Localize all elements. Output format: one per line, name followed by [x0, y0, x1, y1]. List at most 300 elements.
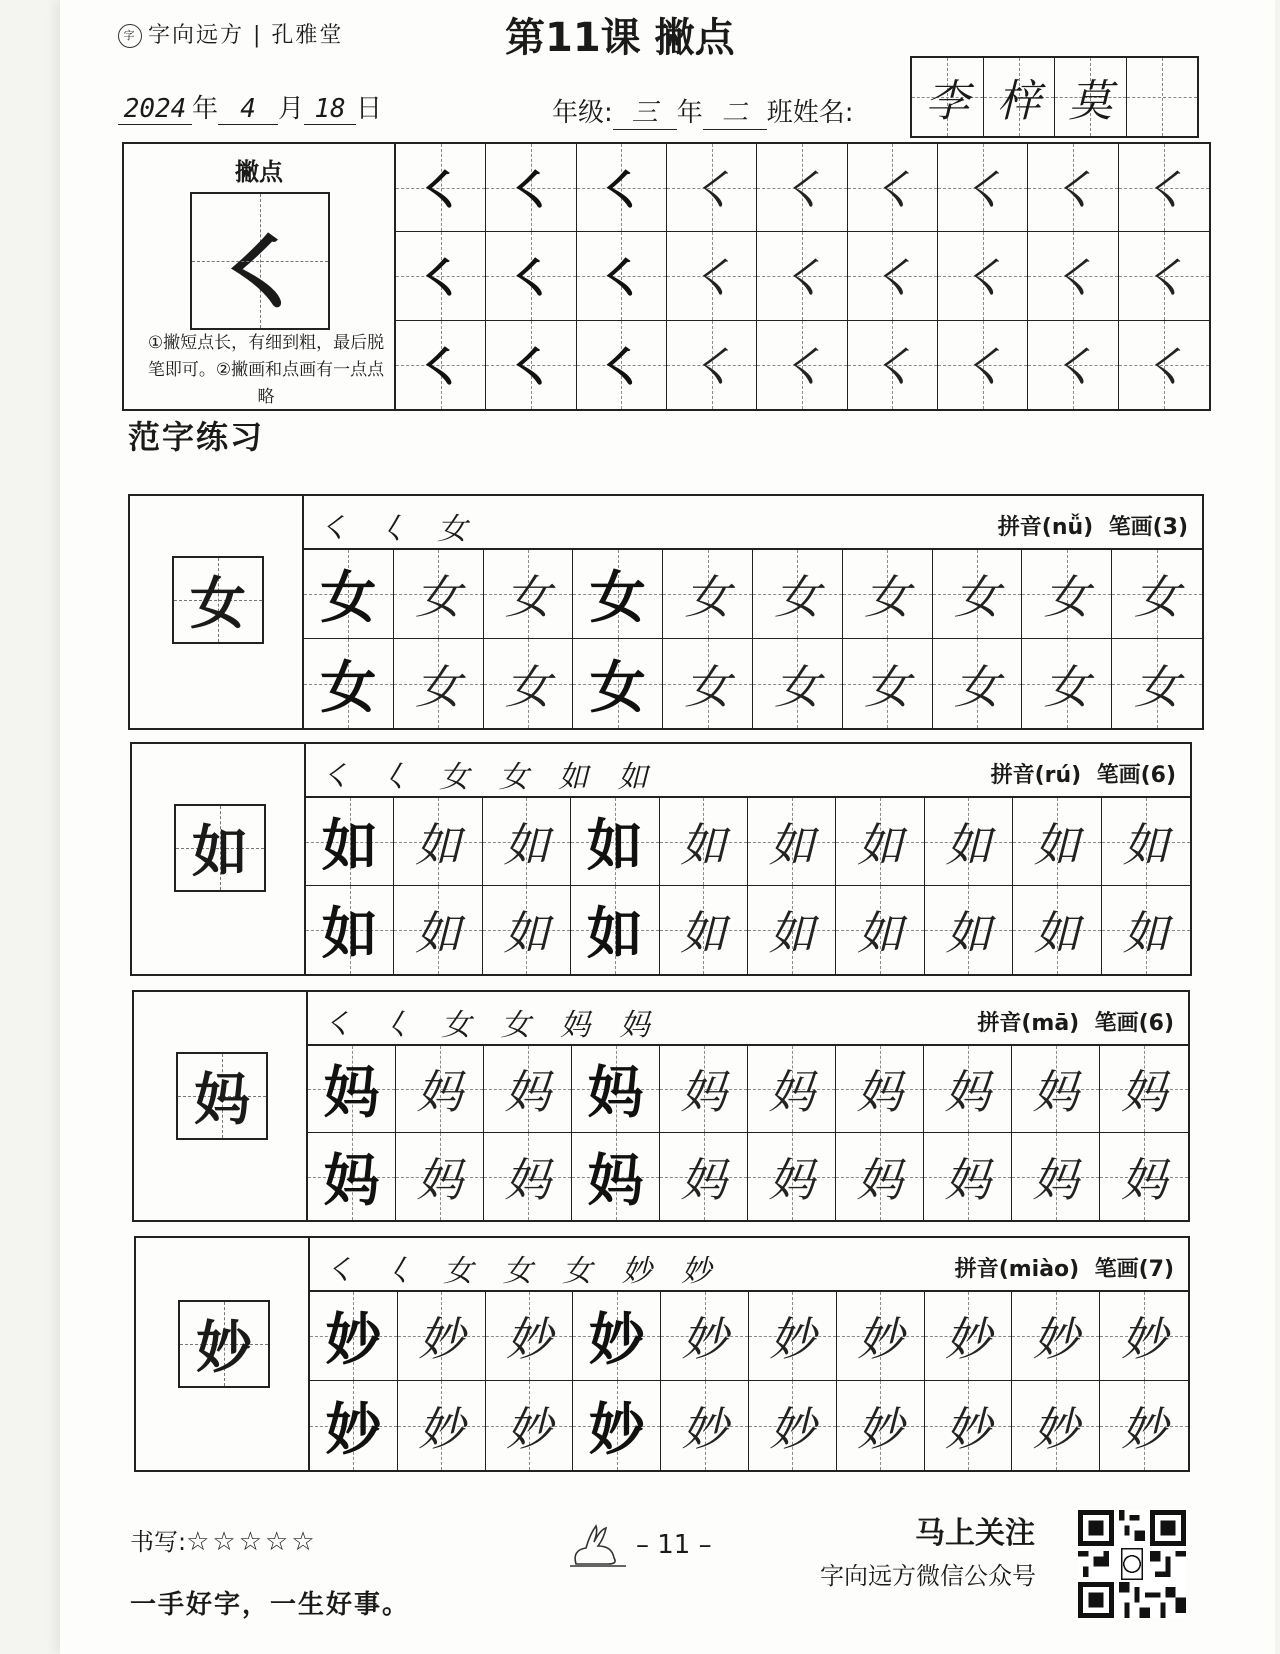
practice-glyph: 妙: [418, 1401, 465, 1456]
stroke-practice-cell[interactable]: [757, 144, 847, 232]
practice-glyph: 女: [504, 659, 551, 714]
char-practice-cell[interactable]: [398, 1381, 486, 1470]
char-practice-cell[interactable]: [484, 1133, 572, 1220]
char-model-panel: [136, 1238, 310, 1470]
stroke-demo-glyph: ㇛: [215, 222, 305, 328]
practice-glyph: 妈: [768, 1152, 815, 1207]
name-char: 李: [925, 76, 970, 127]
class-field[interactable]: 二: [703, 92, 767, 130]
practice-glyph: 妈: [416, 1065, 463, 1119]
practice-glyph: 妙: [944, 1401, 991, 1456]
practice-glyph: 女: [415, 570, 462, 624]
star-rating[interactable]: ☆☆☆☆☆: [186, 1527, 318, 1557]
stroke-order: ㇛ 𡿨 女 女 女 妙 妙: [324, 1254, 722, 1289]
practice-glyph: ㇛: [1140, 251, 1187, 306]
practice-glyph: 女: [774, 659, 821, 714]
char-block-nu: [128, 494, 1204, 730]
char-block-header: [310, 1238, 1188, 1292]
char-practice-cell[interactable]: [924, 1046, 1012, 1133]
practice-glyph: 妙: [1032, 1312, 1079, 1366]
stroke-practice-cell[interactable]: [1119, 232, 1209, 320]
practice-glyph: 妙: [944, 1312, 991, 1366]
practice-glyph: 如: [768, 906, 815, 960]
stroke-practice-cell[interactable]: [577, 321, 667, 409]
brand-seal-icon: 字: [118, 24, 142, 48]
char-practice-cell[interactable]: [310, 1381, 398, 1470]
practice-glyph: 妈: [1032, 1065, 1079, 1119]
char-practice-cell[interactable]: [571, 886, 659, 974]
practice-glyph: 妙: [1032, 1401, 1079, 1456]
practice-glyph: 如: [321, 812, 378, 879]
char-practice-cell[interactable]: [483, 886, 571, 974]
practice-glyph: ㇛: [1140, 163, 1187, 218]
practice-glyph: 如: [857, 906, 904, 960]
practice-glyph: 女: [774, 570, 821, 624]
practice-glyph: 妈: [587, 1060, 644, 1126]
practice-glyph: 如: [680, 906, 727, 960]
practice-glyph: 妙: [325, 1307, 382, 1373]
char-model-panel: [132, 744, 306, 974]
practice-glyph: 妙: [857, 1312, 904, 1366]
practice-glyph: 妙: [325, 1396, 382, 1463]
char-meta: [977, 1006, 1174, 1037]
stroke-intro-panel: [124, 144, 396, 409]
practice-glyph: 女: [953, 570, 1000, 624]
char-practice-cell[interactable]: [661, 1292, 749, 1381]
stroke-practice-cell[interactable]: [577, 144, 667, 232]
stroke-practice-cell[interactable]: [938, 232, 1028, 320]
char-practice-cell[interactable]: [573, 639, 663, 728]
char-practice-cell[interactable]: [1102, 798, 1190, 886]
practice-glyph: 妈: [323, 1060, 380, 1126]
practice-glyph: ㇛: [869, 163, 916, 218]
char-practice-cell[interactable]: [836, 1046, 924, 1133]
practice-glyph: ㇛: [598, 163, 645, 218]
practice-glyph: 妈: [680, 1152, 727, 1207]
pinyin: (rú): [1034, 763, 1082, 788]
char-model-glyph: 妈: [194, 1067, 250, 1133]
char-practice-cell[interactable]: [660, 886, 748, 974]
stroke-order: ㇛ 𡿨 女: [318, 512, 478, 547]
char-practice-cell[interactable]: [1013, 798, 1101, 886]
practice-glyph: 妙: [588, 1307, 645, 1373]
char-practice-cell[interactable]: [663, 639, 753, 728]
practice-glyph: 女: [1134, 659, 1181, 714]
stroke-practice-cell[interactable]: [1119, 321, 1209, 409]
motto: 一手好字，一生好事。: [130, 1590, 411, 1620]
char-practice-cell[interactable]: [394, 798, 482, 886]
char-practice-cell[interactable]: [933, 639, 1023, 728]
stroke-tip: ①撇短点长，有细到粗，最后脱笔即可。②撇画和点画有一点点略: [147, 333, 385, 407]
practice-glyph: 妙: [1121, 1401, 1168, 1456]
stroke-practice-cell[interactable]: [938, 144, 1028, 232]
char-meta: [991, 758, 1176, 789]
practice-glyph: 妈: [944, 1065, 991, 1119]
char-block-ru: [130, 742, 1192, 976]
char-practice-cell[interactable]: [836, 1133, 924, 1220]
char-block-header: [308, 992, 1188, 1046]
stroke-order: ㇛ 𡿨 女 女 妈 妈: [322, 1008, 660, 1043]
name-cell[interactable]: [984, 58, 1056, 136]
stroke-practice-cell[interactable]: [757, 232, 847, 320]
char-practice-cell[interactable]: [1012, 1381, 1100, 1470]
date-year[interactable]: 2024: [118, 94, 192, 125]
char-practice-cell[interactable]: [573, 550, 663, 639]
name-cell[interactable]: [912, 58, 984, 136]
brand-text: 字向远方 | 孔雅堂: [148, 23, 344, 48]
char-model-box: [178, 1300, 270, 1388]
stroke-practice-cell[interactable]: [396, 144, 486, 232]
practice-glyph: 如: [1033, 906, 1080, 960]
practice-glyph: 女: [864, 659, 911, 714]
stroke-practice-cell[interactable]: [757, 321, 847, 409]
page-number: – 11 –: [636, 1530, 712, 1560]
char-practice-cell[interactable]: [1012, 1046, 1100, 1133]
practice-glyph: ㇛: [1049, 251, 1096, 306]
name-cell[interactable]: [1127, 58, 1198, 136]
practice-glyph: 女: [589, 654, 646, 721]
rabbit-icon: [568, 1520, 628, 1570]
stroke-practice-cell[interactable]: [667, 321, 757, 409]
practice-glyph: 妙: [857, 1401, 904, 1456]
practice-glyph: 妈: [1121, 1152, 1167, 1207]
practice-glyph: 妙: [588, 1396, 645, 1463]
practice-glyph: ㇛: [507, 340, 554, 395]
grade-field[interactable]: 三: [613, 92, 677, 130]
practice-glyph: ㇛: [959, 163, 1006, 218]
stroke-practice-cell[interactable]: [1028, 232, 1118, 320]
stroke-name: 撇点: [235, 158, 283, 186]
stroke-practice-cell[interactable]: [848, 321, 938, 409]
stroke-practice-cell[interactable]: [396, 321, 486, 409]
char-practice-cell[interactable]: [306, 798, 394, 886]
date-line: [118, 88, 382, 125]
char-practice-cell[interactable]: [933, 550, 1023, 639]
char-practice-cell[interactable]: [483, 798, 571, 886]
name-field[interactable]: [910, 56, 1199, 138]
practice-glyph: 妙: [505, 1312, 552, 1366]
practice-glyph: 女: [953, 659, 1000, 714]
practice-glyph: 妈: [323, 1147, 380, 1214]
pinyin: (mā): [1021, 1011, 1080, 1036]
practice-glyph: 如: [680, 817, 727, 872]
char-practice-cell[interactable]: [486, 1292, 574, 1381]
char-practice-cell[interactable]: [925, 1381, 1013, 1470]
char-practice-cell[interactable]: [572, 1046, 660, 1133]
practice-glyph: 妈: [856, 1065, 903, 1119]
char-practice-cell[interactable]: [660, 1133, 748, 1220]
char-model-glyph: 女: [190, 571, 246, 637]
practice-glyph: ㇛: [869, 251, 916, 306]
char-practice-cell[interactable]: [660, 1046, 748, 1133]
char-practice-cell[interactable]: [306, 886, 394, 974]
practice-glyph: 女: [684, 570, 731, 624]
practice-glyph: ㇛: [598, 251, 645, 306]
char-practice-cell[interactable]: [1022, 550, 1112, 639]
practice-glyph: 如: [503, 906, 550, 960]
practice-glyph: ㇛: [1049, 340, 1096, 395]
practice-glyph: 如: [586, 901, 643, 967]
char-practice-cell[interactable]: [571, 798, 659, 886]
char-practice-cell[interactable]: [753, 550, 843, 639]
char-practice-cell[interactable]: [753, 639, 843, 728]
practice-glyph: ㇛: [959, 251, 1006, 306]
char-practice-cell[interactable]: [748, 886, 836, 974]
char-practice-cell[interactable]: [1012, 1133, 1100, 1220]
pinyin-label: 拼音: [997, 515, 1042, 540]
char-practice-cell[interactable]: [573, 1381, 661, 1470]
char-practice-cell[interactable]: [304, 639, 394, 728]
char-practice-cell[interactable]: [308, 1046, 396, 1133]
practice-glyph: ㇛: [688, 251, 735, 306]
stroke-practice-cell[interactable]: [486, 144, 576, 232]
stroke-practice-cell[interactable]: [848, 144, 938, 232]
practice-glyph: 如: [1122, 817, 1169, 872]
practice-glyph: ㇛: [417, 163, 464, 218]
pinyin-label: 拼音: [977, 1011, 1022, 1036]
char-practice-grid: [306, 798, 1190, 974]
char-practice-cell[interactable]: [661, 1381, 749, 1470]
char-practice-cell[interactable]: [1100, 1133, 1188, 1220]
qr-code-icon[interactable]: [1078, 1510, 1186, 1618]
practice-glyph: ㇛: [417, 251, 464, 306]
stroke-count: (6): [1138, 1011, 1174, 1036]
practice-glyph: 妙: [769, 1401, 816, 1456]
char-practice-cell[interactable]: [660, 798, 748, 886]
char-practice-cell[interactable]: [663, 550, 753, 639]
strokes-label: 笔画: [1108, 515, 1153, 540]
practice-glyph: 女: [1043, 659, 1090, 714]
stroke-practice-cell[interactable]: [486, 232, 576, 320]
practice-glyph: 女: [1043, 570, 1090, 624]
char-meta: [955, 1252, 1174, 1283]
practice-glyph: 女: [864, 570, 911, 624]
char-practice-cell[interactable]: [1102, 886, 1190, 974]
stroke-count: (6): [1140, 763, 1176, 788]
grade-suffix: 年: [676, 98, 703, 128]
char-practice-cell[interactable]: [572, 1133, 660, 1220]
char-block-ma: [132, 990, 1190, 1222]
practice-glyph: 妈: [856, 1152, 903, 1207]
name-cell[interactable]: [1055, 58, 1127, 136]
practice-glyph: ㇛: [778, 251, 825, 306]
practice-glyph: 女: [1134, 570, 1181, 624]
stroke-practice-cell[interactable]: [667, 232, 757, 320]
char-practice-cell[interactable]: [1012, 1292, 1100, 1381]
char-practice-cell[interactable]: [836, 886, 924, 974]
practice-glyph: ㇛: [417, 340, 464, 395]
char-practice-cell[interactable]: [925, 1292, 1013, 1381]
char-practice-cell[interactable]: [843, 550, 933, 639]
practice-glyph: 女: [684, 659, 731, 714]
char-model-box: [172, 556, 264, 644]
char-practice-cell[interactable]: [748, 1133, 836, 1220]
char-practice-cell[interactable]: [1112, 639, 1202, 728]
date-day[interactable]: 18: [304, 94, 356, 125]
rating: [130, 1522, 318, 1557]
date-month-suffix: 月: [278, 94, 305, 124]
practice-glyph: ㇛: [959, 340, 1006, 395]
practice-glyph: ㇛: [688, 163, 735, 218]
practice-glyph: 女: [320, 654, 377, 721]
practice-glyph: ㇛: [778, 340, 825, 395]
char-practice-cell[interactable]: [396, 1046, 484, 1133]
practice-glyph: 如: [321, 901, 378, 967]
account-name: 字向远方微信公众号: [820, 1562, 1036, 1590]
practice-glyph: 妈: [504, 1152, 551, 1207]
practice-glyph: 如: [1033, 817, 1080, 872]
practice-glyph: 如: [768, 817, 815, 872]
char-model-glyph: 如: [192, 819, 248, 885]
stroke-practice-cell[interactable]: [1119, 144, 1209, 232]
stroke-practice-cell[interactable]: [1028, 144, 1118, 232]
char-model-panel: [134, 992, 308, 1220]
rating-label: 书写:: [130, 1528, 187, 1556]
practice-glyph: ㇛: [869, 340, 916, 395]
char-model-glyph: 妙: [196, 1315, 252, 1381]
char-practice-grid: [304, 550, 1202, 728]
brand-logo: [118, 18, 343, 49]
practice-glyph: 妙: [1121, 1312, 1168, 1366]
date-year-suffix: 年: [192, 94, 219, 124]
pinyin: (nǚ): [1041, 515, 1094, 540]
char-practice-cell[interactable]: [924, 1133, 1012, 1220]
grade-line: [552, 92, 854, 130]
char-block-header: [304, 496, 1202, 550]
char-practice-cell[interactable]: [1100, 1381, 1188, 1470]
class-suffix: 班: [766, 98, 793, 128]
stroke-demo-box: [190, 192, 330, 330]
practice-glyph: 妈: [504, 1065, 551, 1119]
section-title: 范字练习: [128, 418, 265, 456]
practice-glyph: 女: [589, 565, 646, 631]
stroke-count: (7): [1138, 1257, 1174, 1282]
practice-glyph: ㇛: [598, 340, 645, 395]
practice-glyph: 妙: [418, 1312, 465, 1366]
char-practice-cell[interactable]: [1100, 1046, 1188, 1133]
date-day-suffix: 日: [356, 94, 383, 124]
practice-glyph: 妈: [680, 1065, 727, 1119]
char-practice-cell[interactable]: [748, 1046, 836, 1133]
char-practice-cell[interactable]: [925, 798, 1013, 886]
strokes-label: 笔画: [1094, 1257, 1139, 1282]
practice-glyph: 妈: [1032, 1152, 1079, 1207]
stroke-count: (3): [1152, 515, 1188, 540]
char-practice-cell[interactable]: [837, 1292, 925, 1381]
char-practice-cell[interactable]: [837, 1381, 925, 1470]
follow-title: 马上关注: [915, 1516, 1035, 1551]
practice-glyph: ㇛: [688, 340, 735, 395]
char-practice-cell[interactable]: [925, 886, 1013, 974]
char-practice-cell[interactable]: [836, 798, 924, 886]
char-practice-cell[interactable]: [484, 1046, 572, 1133]
char-practice-cell[interactable]: [394, 550, 484, 639]
practice-glyph: 妙: [681, 1312, 728, 1366]
pinyin: (miào): [998, 1257, 1080, 1282]
practice-glyph: 妈: [416, 1152, 463, 1207]
char-practice-cell[interactable]: [308, 1133, 396, 1220]
strokes-label: 笔画: [1096, 763, 1141, 788]
char-practice-cell[interactable]: [310, 1292, 398, 1381]
stroke-practice-cell[interactable]: [486, 321, 576, 409]
char-practice-cell[interactable]: [1013, 886, 1101, 974]
practice-glyph: ㇛: [778, 163, 825, 218]
practice-glyph: 如: [415, 906, 462, 960]
char-practice-cell[interactable]: [304, 550, 394, 639]
lesson-title: 第11课 撇点: [505, 15, 735, 61]
stroke-practice-cell[interactable]: [848, 232, 938, 320]
practice-glyph: 妙: [681, 1401, 728, 1456]
practice-glyph: ㇛: [1140, 340, 1187, 395]
stroke-practice-cell[interactable]: [1028, 321, 1118, 409]
practice-glyph: 妈: [1121, 1065, 1167, 1119]
date-month[interactable]: 4: [218, 94, 278, 125]
stroke-practice-grid: [396, 144, 1209, 409]
char-practice-cell[interactable]: [394, 639, 484, 728]
char-practice-cell[interactable]: [394, 886, 482, 974]
practice-glyph: 女: [415, 659, 462, 714]
stroke-practice-cell[interactable]: [577, 232, 667, 320]
stroke-practice-cell[interactable]: [938, 321, 1028, 409]
practice-glyph: 如: [857, 817, 904, 872]
char-block-header: [306, 744, 1190, 798]
char-practice-grid: [310, 1292, 1188, 1470]
char-practice-cell[interactable]: [484, 639, 574, 728]
char-practice-cell[interactable]: [1112, 550, 1202, 639]
char-model-box: [176, 1052, 268, 1140]
stroke-practice-cell[interactable]: [396, 232, 486, 320]
char-practice-cell[interactable]: [396, 1133, 484, 1220]
practice-glyph: 女: [504, 570, 551, 624]
practice-glyph: 妈: [587, 1147, 644, 1214]
practice-glyph: 如: [415, 817, 462, 872]
practice-glyph: 如: [945, 817, 992, 872]
name-char: 莫: [1068, 76, 1113, 127]
char-practice-grid: [308, 1046, 1188, 1220]
pinyin-label: 拼音: [990, 763, 1035, 788]
page-footer: [568, 1520, 712, 1570]
char-model-panel: [130, 496, 304, 728]
char-practice-cell[interactable]: [1022, 639, 1112, 728]
name-label: 姓名:: [792, 98, 854, 128]
char-meta: [998, 510, 1188, 541]
char-practice-cell[interactable]: [749, 1381, 837, 1470]
practice-glyph: 女: [320, 565, 377, 631]
strokes-label: 笔画: [1094, 1011, 1139, 1036]
practice-glyph: 妈: [944, 1152, 991, 1207]
practice-glyph: 妙: [505, 1401, 552, 1456]
char-practice-cell[interactable]: [484, 550, 574, 639]
practice-glyph: 妙: [769, 1312, 816, 1366]
char-practice-cell[interactable]: [843, 639, 933, 728]
char-practice-cell[interactable]: [748, 798, 836, 886]
char-block-miao: [134, 1236, 1190, 1472]
practice-glyph: 如: [1122, 906, 1169, 960]
practice-glyph: 如: [945, 906, 992, 960]
practice-glyph: 如: [586, 812, 643, 879]
char-practice-cell[interactable]: [1100, 1292, 1188, 1381]
practice-glyph: 妈: [768, 1065, 815, 1119]
grade-label: 年级:: [552, 98, 613, 128]
char-practice-cell[interactable]: [749, 1292, 837, 1381]
char-practice-cell[interactable]: [398, 1292, 486, 1381]
practice-glyph: ㇛: [507, 163, 554, 218]
practice-glyph: ㇛: [1049, 163, 1096, 218]
stroke-practice-cell[interactable]: [667, 144, 757, 232]
practice-glyph: 如: [503, 817, 550, 872]
char-practice-cell[interactable]: [573, 1292, 661, 1381]
char-practice-cell[interactable]: [486, 1381, 574, 1470]
